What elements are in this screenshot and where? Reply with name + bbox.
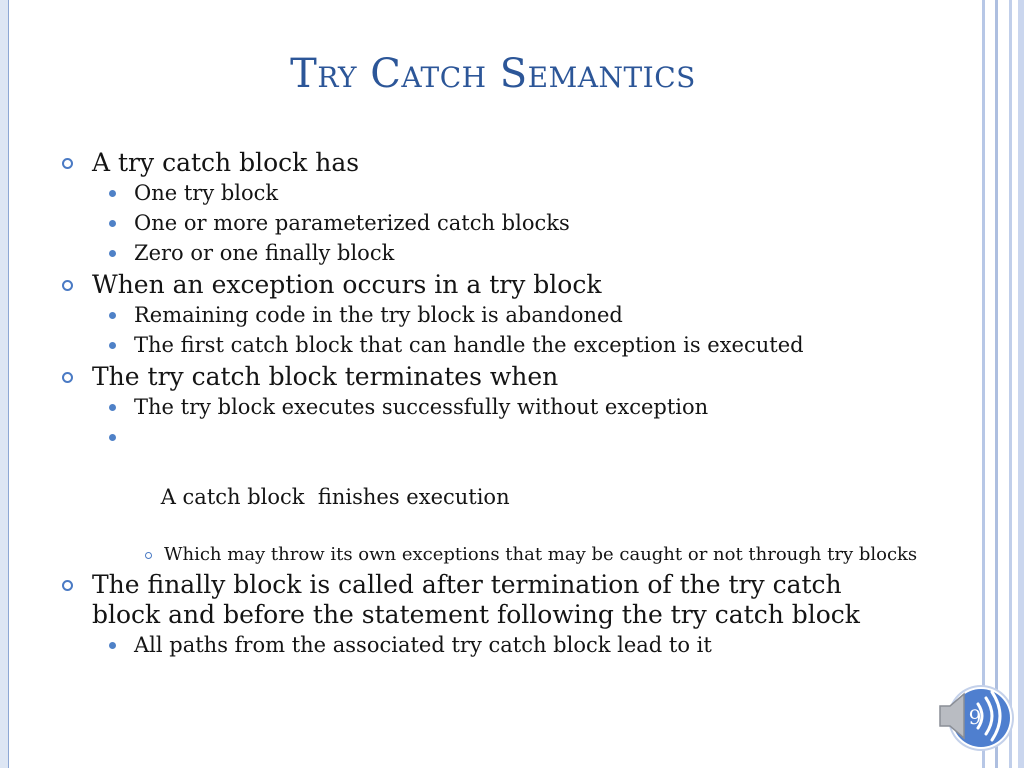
sub-bullet-catch-blocks — [62, 208, 932, 238]
bullet-try-catch-has — [62, 148, 932, 178]
sub-bullet-all-paths — [62, 630, 932, 660]
bullet-text: The finally block is called after termination of the try catch block and before the statement following the try catch block — [92, 570, 860, 629]
sub-sub-bullet-text: Which may throw its own exceptions that may be caught or not through try blocks — [164, 544, 918, 565]
dot-bullet-icon — [109, 434, 116, 441]
dot-bullet-icon — [109, 220, 116, 227]
dot-bullet-icon — [109, 642, 116, 649]
circle-bullet-icon — [62, 580, 73, 591]
sub-bullet-one-try-block — [62, 178, 932, 208]
dot-bullet-icon — [109, 250, 116, 257]
slide-body — [62, 146, 932, 660]
sub-bullet-text: All paths from the associated try catch block lead to it — [134, 633, 712, 657]
bullet-text: When an exception occurs in a try block — [92, 270, 602, 299]
slide-title: Try Catch Semantics — [290, 51, 696, 97]
page-number: 9 — [968, 705, 982, 729]
dot-bullet-icon — [109, 190, 116, 197]
right-border-stripes — [978, 0, 1024, 768]
left-border-stripe — [0, 0, 9, 768]
circle-bullet-icon — [145, 552, 152, 559]
bullet-text: A try catch block has — [92, 148, 360, 177]
circle-bullet-icon — [62, 158, 73, 169]
dot-bullet-icon — [109, 312, 116, 319]
sub-bullet-text: One try block — [134, 181, 279, 205]
sub-bullet-code-abandoned — [62, 300, 932, 330]
bullet-text: The try catch block terminates when — [92, 362, 559, 391]
bullet-terminates-when — [62, 362, 932, 392]
sub-bullet-catch-finishes — [62, 422, 932, 542]
bullet-exception-occurs — [62, 270, 932, 300]
sub-bullet-text: One or more parameterized catch blocks — [134, 211, 570, 235]
circle-bullet-icon — [62, 280, 73, 291]
sub-bullet-try-succeeds — [62, 392, 932, 422]
sub-bullet-text: Remaining code in the try block is abandoned — [134, 303, 623, 327]
sub-bullet-text: The try block executes successfully without exception — [134, 395, 709, 419]
bullet-finally-called — [62, 570, 902, 630]
dot-bullet-icon — [109, 342, 116, 349]
dot-bullet-icon — [109, 404, 116, 411]
sub-sub-bullet-may-throw — [62, 544, 932, 566]
sub-bullet-text: The first catch block that can handle the exception is executed — [134, 333, 804, 357]
sub-bullet-first-catch-executed — [62, 330, 932, 360]
sub-bullet-text: A catch block finishes execution — [160, 485, 510, 509]
sub-bullet-text: Zero or one finally block — [134, 241, 395, 265]
circle-bullet-icon — [62, 372, 73, 383]
sub-bullet-finally-block — [62, 238, 932, 268]
